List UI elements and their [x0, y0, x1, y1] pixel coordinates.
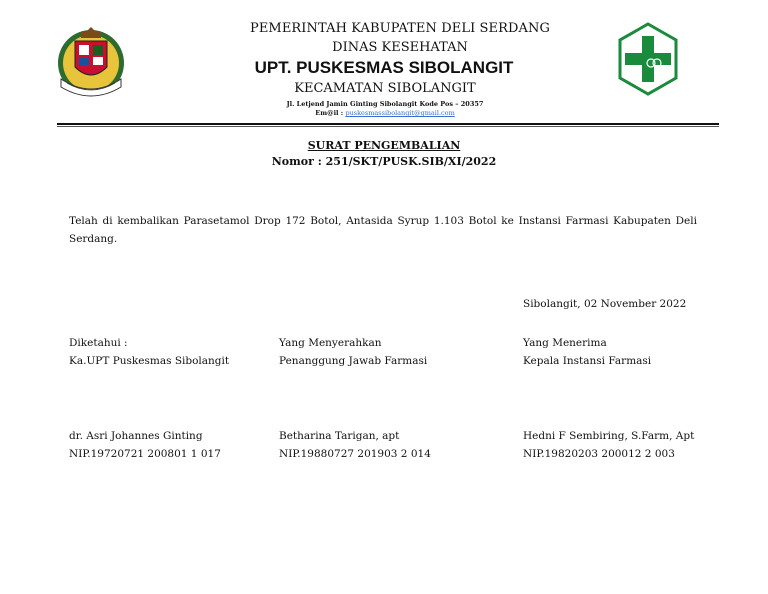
signatory-label: Yang Menerima: [523, 337, 607, 349]
signatory-label: Diketahui :: [69, 337, 128, 349]
letter-title: SURAT PENGEMBALIAN: [307, 139, 461, 152]
signatory-acknowledged-identity: [69, 427, 221, 463]
header-divider-thin: [57, 126, 719, 127]
puskesmas-cross-logo: [617, 22, 679, 96]
header-government: PEMERINTAH KABUPATEN DELI SERDANG: [249, 21, 550, 36]
header-divider: [57, 123, 719, 125]
signatory-nip: NIP.19820203 200012 2 003: [523, 448, 675, 460]
signatory-handover: [279, 334, 427, 370]
signatory-handover-identity: [279, 427, 431, 463]
signatory-acknowledged: [69, 334, 229, 370]
letter-number: Nomor : 251/SKT/PUSK.SIB/XI/2022: [271, 155, 497, 168]
signatory-name: dr. Asri Johannes Ginting: [69, 430, 203, 442]
signatory-role: Penanggung Jawab Farmasi: [279, 355, 428, 367]
header-district: KECAMATAN SIBOLANGIT: [294, 81, 476, 96]
signatory-name: Betharina Tarigan, apt: [279, 430, 400, 442]
signatory-receiver-identity: [523, 427, 694, 463]
signatory-role: Kepala Instansi Farmasi: [523, 355, 652, 367]
header-institution: UPT. PUSKESMAS SIBOLANGIT: [254, 58, 514, 77]
place-date: Sibolangit, 02 November 2022: [523, 298, 687, 310]
header-email-line: [200, 109, 570, 117]
email-link[interactable]: puskesmassibolangit@gmail.com: [345, 109, 455, 117]
signatory-name: Hedni F Sembiring, S.Farm, Apt: [523, 430, 695, 442]
email-label: Em@il :: [315, 109, 344, 117]
signatory-nip: NIP.19720721 200801 1 017: [69, 448, 221, 460]
signatory-label: Yang Menyerahkan: [279, 337, 382, 349]
letter-body: Telah di kembalikan Parasetamol Drop 172 Botol, Antasida Syrup 1.103 Botol ke Instansi Farmasi Kabupaten Deli Serdang.: [69, 215, 697, 245]
signatory-nip: NIP.19880727 201903 2 014: [279, 448, 431, 460]
signatory-role: Ka.UPT Puskesmas Sibolangit: [69, 355, 230, 367]
signatory-receiver: [523, 334, 651, 370]
header-department: DINAS KESEHATAN: [332, 40, 468, 55]
deli-serdang-emblem-logo: [55, 27, 127, 103]
header-address: Jl. Letjend Jamin Ginting Sibolangit Kode Pos – 20357: [286, 100, 484, 108]
